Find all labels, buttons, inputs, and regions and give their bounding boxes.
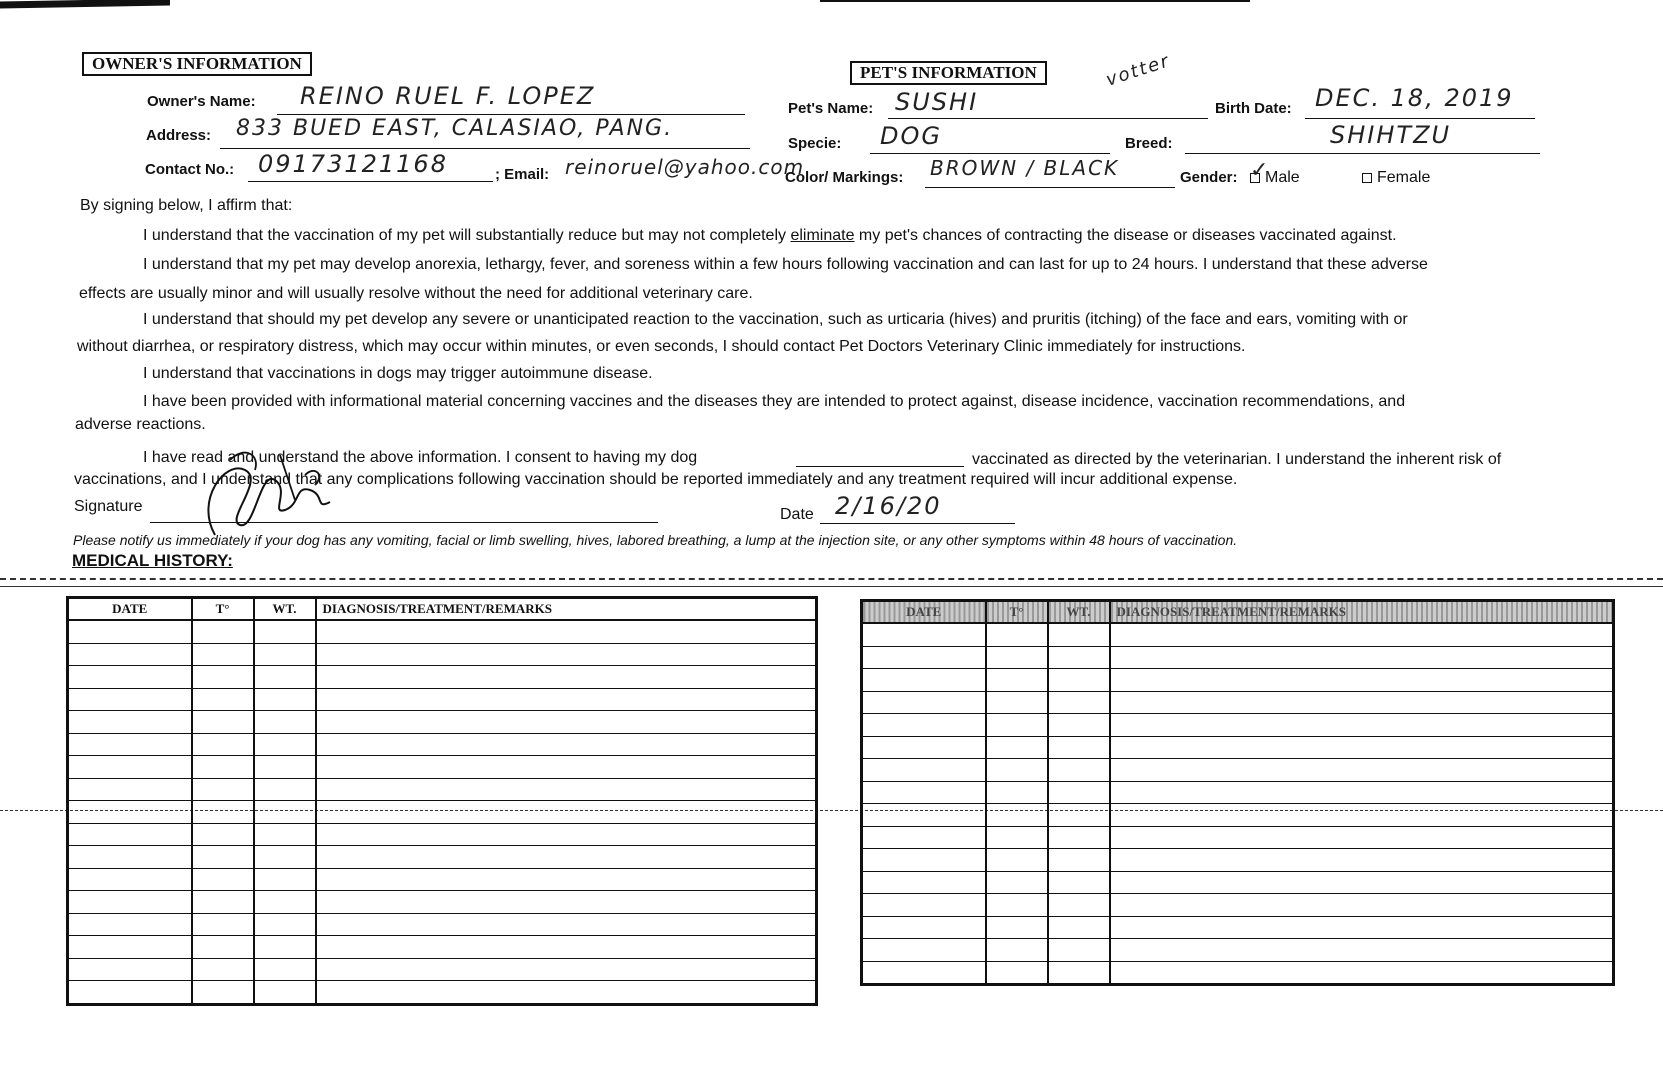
table-cell[interactable] [862,759,986,782]
table-cell[interactable] [1048,736,1110,759]
table-cell[interactable] [254,666,316,689]
table-cell[interactable] [192,688,254,711]
table-cell[interactable] [254,868,316,891]
gender-female-option[interactable] [1362,169,1430,187]
table-cell[interactable] [1110,804,1614,827]
table-cell[interactable] [986,623,1048,646]
table-cell[interactable] [1048,804,1110,827]
table-row [68,868,817,891]
table-row [862,623,1614,646]
table-cell[interactable] [254,981,316,1005]
table-cell[interactable] [192,981,254,1005]
breed-label: Breed: [1125,135,1173,152]
table-cell[interactable] [316,688,817,711]
table-cell[interactable] [254,711,316,734]
table-cell[interactable] [316,913,817,936]
gender-male-label: Male [1265,169,1300,186]
col-diagnosis: DIAGNOSIS/TREATMENT/REMARKS [316,598,817,621]
table-row [68,981,817,1005]
table-cell[interactable] [316,756,817,779]
col-date: DATE [862,601,986,624]
table-cell[interactable] [192,958,254,981]
table-cell[interactable] [986,849,1048,872]
table-cell[interactable] [316,981,817,1005]
table-cell[interactable] [1048,871,1110,894]
table-row [68,891,817,914]
table-cell[interactable] [986,781,1048,804]
table-row [68,913,817,936]
table-cell[interactable] [986,714,1048,737]
table-cell[interactable] [254,913,316,936]
table-cell[interactable] [254,756,316,779]
specie-label: Specie: [788,135,842,152]
contact-value: 09173121168 [258,150,448,178]
table-cell[interactable] [1048,781,1110,804]
consent-p3-line1: I understand that should my pet develop any severe or unanticipated reaction to the vaccination, such as urticaria (hives) and pruritis (itching) of the face and ears, vomiting with or [143,311,1408,328]
table-cell[interactable] [254,958,316,981]
table-cell[interactable] [1110,849,1614,872]
table-cell[interactable] [1048,646,1110,669]
table-cell[interactable] [862,669,986,692]
table-row [862,871,1614,894]
table-cell[interactable] [1110,894,1614,917]
table-cell[interactable] [254,846,316,869]
table-cell[interactable] [316,823,817,846]
table-cell[interactable] [1048,939,1110,962]
table-cell[interactable] [68,643,192,666]
col-date: DATE [68,598,192,621]
table-cell[interactable] [1110,646,1614,669]
table-cell[interactable] [862,939,986,962]
table-cell[interactable] [862,714,986,737]
table-cell[interactable] [68,756,192,779]
date-value: 2/16/20 [835,492,942,520]
table-cell[interactable] [862,804,986,827]
consent-p6-line1-a: I have read and understand the above information. I consent to having my dog [143,449,698,466]
table-row [68,643,817,666]
table-row [862,849,1614,872]
table-row [68,801,817,824]
table-cell[interactable] [1110,916,1614,939]
pet-name-line [888,118,1208,119]
table-cell[interactable] [862,961,986,985]
table-cell[interactable] [986,759,1048,782]
table-cell[interactable] [68,733,192,756]
consent-p4: I understand that vaccinations in dogs may trigger autoimmune disease. [143,365,653,382]
table-row [862,691,1614,714]
table-cell[interactable] [986,939,1048,962]
breed-value: SHIHTZU [1330,121,1452,149]
table-cell[interactable] [254,936,316,959]
address-line [220,148,750,149]
table-cell[interactable] [986,961,1048,985]
table-row [862,759,1614,782]
owner-section-title: OWNER'S INFORMATION [82,52,312,76]
table-cell[interactable] [316,733,817,756]
table-cell[interactable] [192,620,254,643]
table-cell[interactable] [1048,961,1110,985]
birth-date-label: Birth Date: [1215,100,1292,117]
consent-intro: By signing below, I affirm that: [80,197,293,214]
pet-section-title: PET'S INFORMATION [850,61,1047,85]
breed-line [1185,153,1540,154]
scan-dash-line-2 [0,586,1663,587]
table-cell[interactable] [192,823,254,846]
consent-p1-underlined: eliminate [790,227,855,244]
table-cell[interactable] [254,620,316,643]
table-row [68,688,817,711]
consent-p2-line1: I understand that my pet may develop anorexia, lethargy, fever, and soreness within a few hours following vaccination and can last for up to 24 hours. I understand that these adverse [143,256,1428,273]
table-cell[interactable] [192,643,254,666]
table-cell[interactable] [254,778,316,801]
table-cell[interactable] [1110,736,1614,759]
consent-p5-line1: I have been provided with informational material concerning vaccines and the diseases they are intended to protect against, disease incidence, vaccination recommendations, and [143,393,1406,410]
table-cell[interactable] [986,669,1048,692]
contact-line [248,181,493,182]
date-line [820,523,1015,524]
table-cell[interactable] [986,826,1048,849]
table-cell[interactable] [68,846,192,869]
owner-name-value: REINO RUEL F. LOPEZ [300,82,596,110]
table-cell[interactable] [254,643,316,666]
table-cell[interactable] [316,958,817,981]
table-cell[interactable] [192,778,254,801]
table-row [68,778,817,801]
table-cell[interactable] [68,620,192,643]
table-cell[interactable] [68,688,192,711]
table-row [68,756,817,779]
medical-history-title: MEDICAL HISTORY: [72,551,233,570]
table-cell[interactable] [254,891,316,914]
medical-history-table-left [66,596,818,1006]
owner-name-line [277,114,745,115]
table-cell[interactable] [862,623,986,646]
notice-text: Please notify us immediately if your dog has any vomiting, facial or limb swelling, hives, labored breathing, a lump at the injection site, or any other symptoms within 48 hours of vaccination. [73,532,1238,548]
table-cell[interactable] [1110,961,1614,985]
email-value: reinoruel@yahoo.com [565,155,805,179]
color-markings-value: BROWN / BLACK [930,156,1120,180]
table-cell[interactable] [316,711,817,734]
color-markings-label: Color/ Markings: [785,169,904,186]
table-row [862,916,1614,939]
table-row [68,620,817,643]
table-cell[interactable] [1048,916,1110,939]
table-cell[interactable] [254,688,316,711]
col-weight: WT. [1048,601,1110,624]
table-cell[interactable] [254,733,316,756]
table-cell[interactable] [316,620,817,643]
table-row [862,939,1614,962]
consent-p1-a: I understand that the vaccination of my pet will substantially reduce but may not completely [143,227,791,244]
table-cell[interactable] [316,891,817,914]
table-cell[interactable] [862,871,986,894]
dog-name-blank [796,466,964,467]
table-cell[interactable] [1110,759,1614,782]
consent-p6-line1-b: vaccinated as directed by the veterinarian. I understand the inherent risk of [972,451,1502,468]
table-cell[interactable] [68,711,192,734]
birth-date-line [1305,118,1535,119]
color-markings-line [925,187,1175,188]
consent-p1-b: my pet's chances of contracting the disease or diseases vaccinated against. [854,227,1397,244]
table-row [68,958,817,981]
table-row [862,736,1614,759]
table-cell[interactable] [316,643,817,666]
address-value: 833 BUED EAST, CALASIAO, PANG. [236,116,674,141]
table-cell[interactable] [862,849,986,872]
medical-history-table-right [860,599,1615,986]
consent-p6-line2: vaccinations, and I understand that any complications following vaccination should be reported immediately and any treatment required will incur additional expense. [74,471,1238,488]
table-cell[interactable] [1110,781,1614,804]
table-row [862,646,1614,669]
table-cell[interactable] [68,981,192,1005]
table-cell[interactable] [1048,759,1110,782]
table-cell[interactable] [316,778,817,801]
table-row [862,804,1614,827]
table-row [68,823,817,846]
table-cell[interactable] [1048,623,1110,646]
table-cell[interactable] [1110,669,1614,692]
table-cell[interactable] [1048,894,1110,917]
table-row [68,711,817,734]
table-cell[interactable] [862,916,986,939]
col-temp: T° [192,598,254,621]
table-cell[interactable] [1048,849,1110,872]
table-cell[interactable] [1048,826,1110,849]
table-row [862,714,1614,737]
male-checkmark: ✓ [1250,158,1271,183]
table-cell[interactable] [986,894,1048,917]
specie-line [870,153,1110,154]
table-cell[interactable] [192,868,254,891]
table-cell[interactable] [316,666,817,689]
gender-female-checkbox[interactable] [1362,173,1372,183]
table-row [68,846,817,869]
table-cell[interactable] [68,936,192,959]
table-cell[interactable] [192,801,254,824]
consent-p2-line2: effects are usually minor and will usually resolve without the need for additional veterinary care. [79,285,753,302]
table-row [68,666,817,689]
table-cell[interactable] [192,733,254,756]
table-cell[interactable] [1048,669,1110,692]
table-row [862,781,1614,804]
table-cell[interactable] [68,913,192,936]
col-temp: T° [986,601,1048,624]
col-diagnosis: DIAGNOSIS/TREATMENT/REMARKS [1110,601,1614,624]
table-cell[interactable] [986,691,1048,714]
table-cell[interactable] [316,801,817,824]
birth-date-value: DEC. 18, 2019 [1315,84,1514,112]
table-cell[interactable] [192,666,254,689]
signature-label: Signature [74,498,143,515]
table-cell[interactable] [986,736,1048,759]
table-cell[interactable] [862,736,986,759]
table-cell[interactable] [316,846,817,869]
table-cell[interactable] [192,846,254,869]
table-cell[interactable] [192,936,254,959]
consent-p1 [143,226,1397,246]
table-cell[interactable] [862,894,986,917]
table-cell[interactable] [68,958,192,981]
table-cell[interactable] [986,916,1048,939]
table-row [68,936,817,959]
table-cell[interactable] [192,756,254,779]
owner-name-label: Owner's Name: [147,93,256,110]
table-cell[interactable] [986,646,1048,669]
consent-p5-line2: adverse reactions. [75,416,206,433]
table-cell[interactable] [1048,714,1110,737]
table-cell[interactable] [316,936,817,959]
table-cell[interactable] [862,781,986,804]
table-cell[interactable] [1110,826,1614,849]
col-weight: WT. [254,598,316,621]
table-cell[interactable] [1110,939,1614,962]
date-label: Date [780,506,814,523]
gender-label: Gender: [1180,169,1238,186]
table-cell[interactable] [254,823,316,846]
table-row [862,826,1614,849]
table-row [862,961,1614,985]
table-cell[interactable] [68,868,192,891]
contact-label: Contact No.: [145,161,235,178]
table-cell[interactable] [316,868,817,891]
table-cell[interactable] [68,891,192,914]
table-row [68,733,817,756]
table-cell[interactable] [986,871,1048,894]
table-cell[interactable] [68,823,192,846]
table-cell[interactable] [862,691,986,714]
table-row [862,669,1614,692]
pet-name-value: SUSHI [895,88,979,116]
table-row [862,894,1614,917]
table-cell[interactable] [862,646,986,669]
table-cell[interactable] [1110,714,1614,737]
table-cell[interactable] [862,826,986,849]
scan-corner-mark [0,0,170,8]
table-cell[interactable] [986,804,1048,827]
pet-name-label: Pet's Name: [788,100,874,117]
scan-top-line [820,0,1250,2]
table-cell[interactable] [68,666,192,689]
email-label: ; Email: [495,166,550,183]
table-cell[interactable] [1110,691,1614,714]
gender-female-label: Female [1377,169,1431,186]
pet-name-note: votter [1103,50,1173,91]
table-cell[interactable] [192,913,254,936]
specie-value: DOG [880,122,942,150]
table-cell[interactable] [1110,871,1614,894]
table-cell[interactable] [254,801,316,824]
consent-p3-line2: without diarrhea, or respiratory distress, which may occur within minutes, or even seconds, I should contact Pet Doctors Veterinary Clinic immediately for instructions. [77,338,1246,355]
table-cell[interactable] [192,891,254,914]
address-label: Address: [146,127,212,144]
table-cell[interactable] [192,711,254,734]
table-cell[interactable] [1048,691,1110,714]
table-cell[interactable] [68,778,192,801]
scan-dash-line-1 [0,578,1663,580]
table-cell[interactable] [68,801,192,824]
table-cell[interactable] [1110,623,1614,646]
